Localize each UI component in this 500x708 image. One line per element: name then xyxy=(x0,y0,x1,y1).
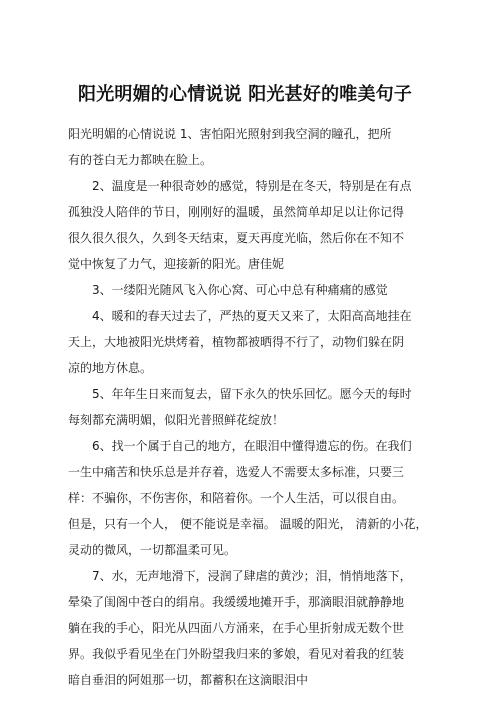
text-line: 灵动的微风，一切都温柔可见。 xyxy=(68,543,237,557)
text-line: 很久很久很久，久到冬天结束，夏天再度光临，然后你在不知不 xyxy=(68,231,405,245)
text-line: 样：不骗你，不伤害你，和陪着你。一个人生活，可以很自由。 xyxy=(68,491,405,505)
text-line: 3、一缕阳光随风飞入你心窝、可心中总有种痛痛的感觉 xyxy=(92,283,388,297)
text-line: 界。我似乎看见坐在门外盼望我归来的爹娘，看见对着我的红装 xyxy=(68,647,405,661)
text-line: 6、找一个属于自己的地方，在眼泪中懂得遗忘的伤。在我们 xyxy=(92,439,412,453)
text-line: 天上，大地被阳光烘烤着，植物都被晒得不行了，动物们躲在阴 xyxy=(68,335,405,349)
text-line: 7、水，无声地滑下，浸润了肆虐的黄沙；泪，悄悄地落下， xyxy=(92,569,412,583)
text-line: 但是，只有一个人， 便不能说是幸福。 温暖的阳光， 清新的小花， xyxy=(68,517,428,531)
page-title: 阳光明媚的心情说说 阳光甚好的唯美句子 xyxy=(78,84,413,105)
text-line: 阳光明媚的心情说说 1、害怕阳光照射到我空洞的瞳孔，把所 xyxy=(68,127,392,141)
text-line: 觉中恢复了力气，迎接新的阳光。唐佳妮 xyxy=(68,257,285,271)
text-line: 有的苍白无力都映在脸上。 xyxy=(68,153,213,167)
article-body xyxy=(68,121,428,693)
text-line: 躺在我的手心，阳光从四面八方涌来，在手心里折射成无数个世 xyxy=(68,621,405,635)
text-line: 4、暖和的春天过去了，严热的夏天又来了，太阳高高地挂在 xyxy=(92,309,412,323)
text-line: 5、年年生日来而复去，留下永久的快乐回忆。愿今天的每时 xyxy=(92,387,412,401)
text-line: 孤独没人陪伴的节日，刚刚好的温暖，虽然简单却足以让你记得 xyxy=(68,205,405,219)
text-line: 暗自垂泪的阿姐那一切，都蓄积在这滴眼泪中 xyxy=(68,673,309,687)
text-line: 每刻都充满明媚，似阳光普照鲜花绽放！ xyxy=(68,413,285,427)
text-line: 一生中痛苦和快乐总是并存着，选爱人不需要太多标准，只要三 xyxy=(68,465,405,479)
text-line: 2、温度是一种很奇妙的感觉，特别是在冬天，特别是在有点 xyxy=(92,179,412,193)
text-line: 晕染了闺阁中苍白的绢帛。我缓缓地摊开手，那滴眼泪就静静地 xyxy=(68,595,405,609)
text-line: 凉的地方休息。 xyxy=(68,361,153,375)
